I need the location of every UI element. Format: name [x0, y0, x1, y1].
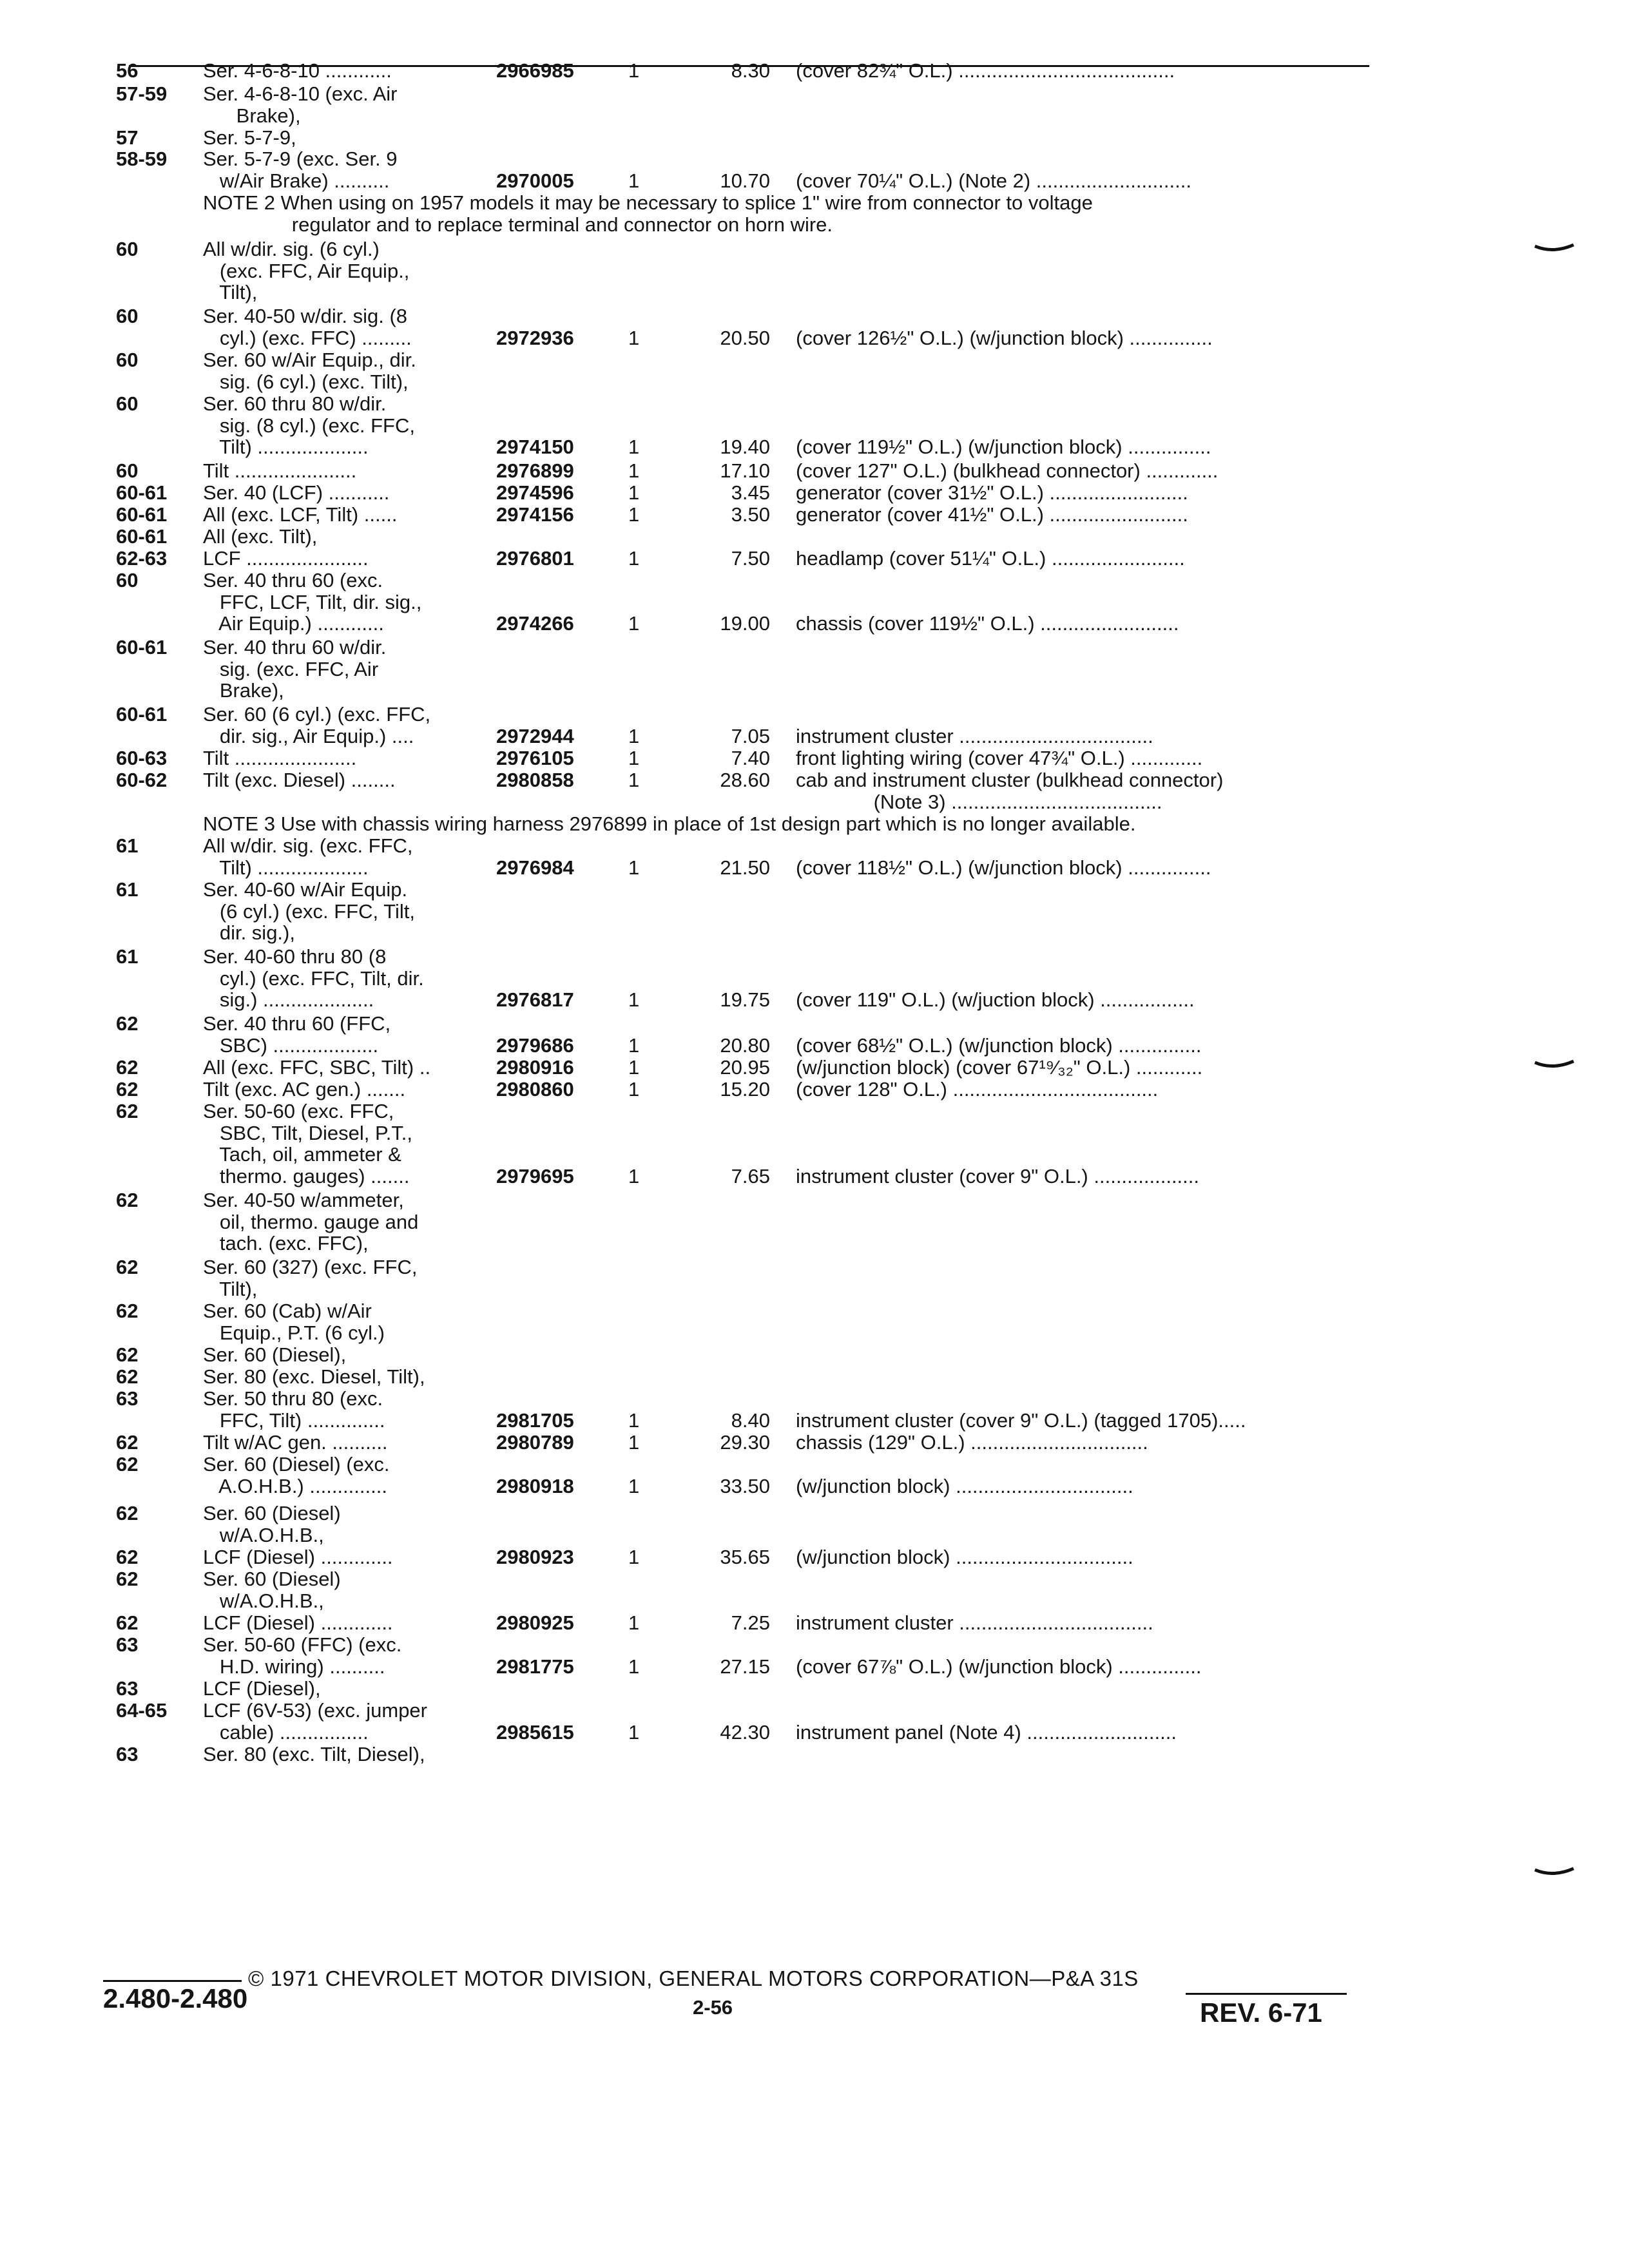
application-line: w/Air Brake) ..........: [203, 169, 390, 192]
part-number: 2981705: [496, 1408, 574, 1432]
year-cell: 60-61: [116, 636, 168, 658]
remarks-line: chassis (cover 119½" O.L.) .........................: [796, 612, 1179, 635]
price: 19.75: [720, 988, 770, 1011]
quantity: 1: [628, 1033, 640, 1057]
application-line: Ser. 60 (Diesel) (exc.: [203, 1453, 390, 1475]
part-entry: [116, 1256, 1379, 1300]
application-line: FFC, Tilt) ..............: [203, 1408, 385, 1432]
price: 7.50: [731, 547, 770, 570]
application-line: dir. sig.),: [203, 921, 295, 944]
part-number: 2979695: [496, 1164, 574, 1187]
part-number: 2980789: [496, 1431, 574, 1454]
application-line: (6 cyl.) (exc. FFC, Tilt,: [203, 899, 415, 923]
application-line: FFC, LCF, Tilt, dir. sig.,: [203, 590, 422, 613]
application-line: Ser. 40 thru 60 (FFC,: [203, 1012, 391, 1035]
part-number: 2980858: [496, 769, 574, 791]
quantity: 1: [628, 169, 640, 192]
part-number: 2974596: [496, 481, 574, 504]
part-entry: [116, 1189, 1379, 1256]
application-line: Ser. 5-7-9,: [203, 126, 296, 149]
price: 7.05: [731, 724, 770, 747]
note-block: [116, 191, 1379, 238]
application-line: Ser. 40-50 w/ammeter,: [203, 1189, 404, 1211]
application-line: Air Equip.) ............: [203, 612, 384, 635]
part-entry: [116, 747, 1379, 769]
part-entry: [116, 349, 1379, 392]
part-entry: [116, 1056, 1379, 1078]
part-entry: [116, 834, 1379, 878]
part-number: 2974150: [496, 436, 574, 458]
remarks-line: instrument cluster (cover 9" O.L.) (tagged 1705).....: [796, 1408, 1246, 1432]
part-number: 2980860: [496, 1078, 574, 1100]
year-cell: 62: [116, 1453, 139, 1475]
part-entry: [116, 1633, 1379, 1677]
application-line: Tilt w/AC gen. ..........: [203, 1431, 388, 1454]
year-cell: 62: [116, 1546, 139, 1568]
application-line: oil, thermo. gauge and: [203, 1210, 419, 1233]
year-cell: 56: [116, 59, 139, 82]
part-entry: [116, 1365, 1379, 1387]
part-entry: [116, 82, 1379, 126]
application-line: Ser. 60 (Cab) w/Air: [203, 1300, 372, 1322]
price: 19.40: [720, 436, 770, 458]
footer-revision: REV. 6-71: [1200, 1997, 1322, 2028]
price: 42.30: [720, 1720, 770, 1744]
part-entry: [116, 1568, 1379, 1611]
year-cell: 61: [116, 834, 139, 857]
part-number: 2976817: [496, 988, 574, 1011]
application-line: cyl.) (exc. FFC, Tilt, dir.: [203, 966, 424, 990]
application-line: All (exc. Tilt),: [203, 525, 318, 548]
price: 3.50: [731, 503, 770, 526]
margin-tick-mark: [1534, 242, 1575, 256]
year-cell: 62: [116, 1189, 139, 1211]
part-entry: [116, 305, 1379, 349]
year-cell: 62: [116, 1100, 139, 1122]
part-entry: [116, 1387, 1379, 1431]
price: 20.50: [720, 326, 770, 349]
application-line: All (exc. LCF, Tilt) ......: [203, 503, 398, 526]
price: 35.65: [720, 1546, 770, 1568]
footer-group-number: 2.480-2.480: [103, 1983, 248, 2013]
application-line: Ser. 40 thru 60 w/dir.: [203, 636, 387, 658]
footer-copyright: © 1971 CHEVROLET MOTOR DIVISION, GENERAL MOTORS CORPORATION—P&A 31S: [248, 1966, 1139, 1990]
part-number: 2980923: [496, 1546, 574, 1568]
part-entry: [116, 1100, 1379, 1189]
application-line: Tilt ......................: [203, 747, 357, 769]
note-line: NOTE 3 Use with chassis wiring harness 2976899 in place of 1st design part which is no longer available.: [203, 812, 1136, 835]
price: 3.45: [731, 481, 770, 504]
application-line: Tilt),: [203, 281, 258, 303]
part-number: 2976899: [496, 459, 574, 482]
quantity: 1: [628, 1546, 640, 1568]
application-line: Tilt (exc. Diesel) ........: [203, 769, 396, 791]
part-entry: [116, 636, 1379, 703]
remarks-line: instrument cluster ...................................: [796, 1611, 1153, 1634]
application-line: Ser. 60 (Diesel),: [203, 1343, 347, 1366]
remarks-line: (cover 67⅞" O.L.) (w/junction block) ...............: [796, 1655, 1202, 1678]
price: 29.30: [720, 1431, 770, 1454]
year-cell: 60-61: [116, 481, 168, 504]
application-line: Ser. 40 thru 60 (exc.: [203, 569, 383, 591]
part-entry: [116, 1743, 1379, 1765]
year-cell: 62: [116, 1502, 139, 1524]
application-line: Tilt),: [203, 1277, 258, 1300]
year-cell: 60-61: [116, 525, 168, 548]
year-cell: 61: [116, 945, 139, 968]
footer-rule-right: [1186, 1993, 1347, 1995]
application-line: Equip., P.T. (6 cyl.): [203, 1321, 385, 1344]
year-cell: 60: [116, 305, 139, 327]
application-line: Ser. 60 (Diesel): [203, 1568, 341, 1590]
application-line: Ser. 60 (Diesel): [203, 1502, 341, 1524]
quantity: 1: [628, 1078, 640, 1100]
part-number: 2974266: [496, 612, 574, 635]
part-entry: [116, 392, 1379, 459]
remarks-line: (Note 3) ......................................: [796, 790, 1162, 813]
margin-tick-mark: [1534, 1059, 1575, 1073]
year-cell: 62: [116, 1611, 139, 1634]
note-line: regulator and to replace terminal and connector on horn wire.: [203, 213, 833, 236]
margin-tick-mark: [1534, 1866, 1575, 1880]
year-cell: 62: [116, 1256, 139, 1278]
application-line: w/A.O.H.B.,: [203, 1589, 324, 1612]
year-cell: 63: [116, 1633, 139, 1656]
quantity: 1: [628, 747, 640, 769]
application-line: LCF (Diesel) .............: [203, 1546, 393, 1568]
application-line: Ser. 5-7-9 (exc. Ser. 9: [203, 148, 398, 170]
year-cell: 62: [116, 1300, 139, 1322]
quantity: 1: [628, 856, 640, 879]
application-line: A.O.H.B.) ..............: [203, 1474, 387, 1497]
year-cell: 63: [116, 1743, 139, 1765]
application-line: Brake),: [203, 104, 301, 127]
price: 21.50: [720, 856, 770, 879]
application-line: tach. (exc. FFC),: [203, 1232, 369, 1254]
application-line: Tach, oil, ammeter &: [203, 1143, 401, 1166]
application-line: sig. (exc. FFC, Air: [203, 657, 379, 680]
quantity: 1: [628, 1474, 640, 1497]
part-number: 2972944: [496, 724, 574, 747]
quantity: 1: [628, 724, 640, 747]
quantity: 1: [628, 481, 640, 504]
year-cell: 63: [116, 1387, 139, 1410]
part-number: 2980918: [496, 1474, 574, 1497]
year-cell: 60-61: [116, 703, 168, 726]
year-cell: 62: [116, 1078, 139, 1100]
part-entry: [116, 59, 1379, 82]
part-number: 2985615: [496, 1720, 574, 1744]
part-number: 2974156: [496, 503, 574, 526]
part-entry: [116, 945, 1379, 1012]
application-line: All w/dir. sig. (6 cyl.): [203, 238, 380, 260]
price: 15.20: [720, 1078, 770, 1100]
application-line: LCF (6V-53) (exc. jumper: [203, 1699, 427, 1722]
part-entry: [116, 1677, 1379, 1699]
quantity: 1: [628, 326, 640, 349]
part-entry: [116, 525, 1379, 547]
application-line: Ser. 50-60 (exc. FFC,: [203, 1100, 394, 1122]
quantity: 1: [628, 1611, 640, 1634]
year-cell: 62: [116, 1365, 139, 1388]
part-entry: [116, 1431, 1379, 1453]
application-line: Ser. 40-60 thru 80 (8: [203, 945, 387, 968]
quantity: 1: [628, 1408, 640, 1432]
part-entry: [116, 1502, 1379, 1546]
remarks-line: (cover 119" O.L.) (w/juction block) .................: [796, 988, 1195, 1011]
application-line: Ser. 50-60 (FFC) (exc.: [203, 1633, 402, 1656]
application-line: cyl.) (exc. FFC) .........: [203, 326, 412, 349]
price: 17.10: [720, 459, 770, 482]
price: 20.95: [720, 1056, 770, 1079]
application-line: LCF ......................: [203, 547, 369, 570]
quantity: 1: [628, 1431, 640, 1454]
year-cell: 62-63: [116, 547, 168, 570]
year-cell: 62: [116, 1343, 139, 1366]
quantity: 1: [628, 1056, 640, 1079]
year-cell: 60: [116, 459, 139, 482]
part-entry: [116, 1453, 1379, 1502]
note-line: NOTE 2 When using on 1957 models it may be necessary to splice 1" wire from connector to voltage: [203, 191, 1093, 214]
year-cell: 61: [116, 878, 139, 901]
year-cell: 62: [116, 1012, 139, 1035]
application-line: Ser. 60 (327) (exc. FFC,: [203, 1256, 418, 1278]
application-line: Ser. 40 (LCF) ...........: [203, 481, 390, 504]
year-cell: 60-61: [116, 503, 168, 526]
price: 20.80: [720, 1033, 770, 1057]
part-entry: [116, 1300, 1379, 1343]
part-entry: [116, 1343, 1379, 1365]
application-line: SBC) ...................: [203, 1033, 379, 1057]
application-line: Ser. 80 (exc. Diesel, Tilt),: [203, 1365, 425, 1388]
remarks-line: (cover 126½" O.L.) (w/junction block) ...............: [796, 326, 1213, 349]
year-cell: 60: [116, 349, 139, 371]
application-line: Ser. 4-6-8-10 ............: [203, 59, 392, 82]
price: 19.00: [720, 612, 770, 635]
application-line: SBC, Tilt, Diesel, P.T.,: [203, 1121, 413, 1144]
remarks-line: cab and instrument cluster (bulkhead connector): [796, 769, 1224, 791]
application-line: sig. (6 cyl.) (exc. Tilt),: [203, 370, 409, 393]
year-cell: 62: [116, 1568, 139, 1590]
application-line: Ser. 4-6-8-10 (exc. Air: [203, 82, 398, 105]
part-entry: [116, 703, 1379, 747]
application-line: dir. sig., Air Equip.) ....: [203, 724, 414, 747]
remarks-line: instrument panel (Note 4) ...........................: [796, 1720, 1177, 1744]
price: 7.65: [731, 1164, 770, 1187]
quantity: 1: [628, 1164, 640, 1187]
remarks-line: (w/junction block) (cover 67¹⁹⁄₃₂" O.L.) ............: [796, 1056, 1203, 1079]
application-line: w/A.O.H.B.,: [203, 1523, 324, 1546]
part-number: 2976984: [496, 856, 574, 879]
year-cell: 62: [116, 1431, 139, 1454]
quantity: 1: [628, 503, 640, 526]
price: 28.60: [720, 769, 770, 791]
application-line: Tilt) ....................: [203, 856, 369, 879]
remarks-line: (cover 127" O.L.) (bulkhead connector) .............: [796, 459, 1219, 482]
remarks-line: (w/junction block) ................................: [796, 1474, 1133, 1497]
price: 10.70: [720, 169, 770, 192]
price: 33.50: [720, 1474, 770, 1497]
part-entry: [116, 503, 1379, 525]
quantity: 1: [628, 769, 640, 791]
year-cell: 64-65: [116, 1699, 168, 1722]
year-cell: 60: [116, 238, 139, 260]
application-line: sig. (8 cyl.) (exc. FFC,: [203, 414, 415, 437]
part-number: 2966985: [496, 59, 574, 82]
remarks-line: chassis (129" O.L.) ................................: [796, 1431, 1148, 1454]
part-entry: [116, 1611, 1379, 1633]
quantity: 1: [628, 612, 640, 635]
application-line: cable) ................: [203, 1720, 369, 1744]
quantity: 1: [628, 988, 640, 1011]
price: 8.30: [731, 59, 770, 82]
remarks-line: (cover 118½" O.L.) (w/junction block) ...............: [796, 856, 1211, 879]
remarks-line: (cover 119½" O.L.) (w/junction block) ...............: [796, 436, 1211, 458]
part-entry: [116, 1078, 1379, 1100]
remarks-line: instrument cluster ...................................: [796, 724, 1153, 747]
part-entry: [116, 1699, 1379, 1743]
year-cell: 62: [116, 1056, 139, 1079]
application-line: Brake),: [203, 679, 284, 702]
part-entry: [116, 769, 1379, 812]
application-line: Tilt ......................: [203, 459, 357, 482]
part-number: 2979686: [496, 1033, 574, 1057]
quantity: 1: [628, 547, 640, 570]
part-number: 2976801: [496, 547, 574, 570]
application-line: Tilt) ....................: [203, 436, 369, 458]
part-number: 2970005: [496, 169, 574, 192]
quantity: 1: [628, 1655, 640, 1678]
remarks-line: front lighting wiring (cover 47¾" O.L.) .............: [796, 747, 1203, 769]
part-entry: [116, 148, 1379, 191]
remarks-line: headlamp (cover 51¼" O.L.) ........................: [796, 547, 1185, 570]
part-number: 2981775: [496, 1655, 574, 1678]
part-number: 2976105: [496, 747, 574, 769]
application-line: (exc. FFC, Air Equip.,: [203, 259, 410, 282]
price: 27.15: [720, 1655, 770, 1678]
year-cell: 60: [116, 392, 139, 415]
application-line: Ser. 60 (6 cyl.) (exc. FFC,: [203, 703, 431, 726]
part-entry: [116, 878, 1379, 945]
application-line: Tilt (exc. AC gen.) .......: [203, 1078, 406, 1100]
footer-page-number: 2-56: [693, 1996, 733, 2019]
year-cell: 60-63: [116, 747, 168, 769]
remarks-line: generator (cover 31½" O.L.) .........................: [796, 481, 1188, 504]
remarks-line: (w/junction block) ................................: [796, 1546, 1133, 1568]
part-number: 2972936: [496, 326, 574, 349]
application-line: sig.) ....................: [203, 988, 374, 1011]
part-entry: [116, 1546, 1379, 1568]
application-line: Ser. 40-60 w/Air Equip.: [203, 878, 408, 901]
application-line: LCF (Diesel) .............: [203, 1611, 393, 1634]
application-line: All w/dir. sig. (exc. FFC,: [203, 834, 413, 857]
application-line: LCF (Diesel),: [203, 1677, 321, 1700]
application-line: thermo. gauges) .......: [203, 1164, 410, 1187]
remarks-line: (cover 68½" O.L.) (w/junction block) ...............: [796, 1033, 1202, 1057]
price: 8.40: [731, 1408, 770, 1432]
note-block: [116, 812, 1379, 834]
year-cell: 57-59: [116, 82, 168, 105]
quantity: 1: [628, 1720, 640, 1744]
part-entry: [116, 547, 1379, 569]
footer-rule-left: [103, 1980, 242, 1982]
year-cell: 60-62: [116, 769, 168, 791]
year-cell: 57: [116, 126, 139, 149]
remarks-line: (cover 128" O.L.) .....................................: [796, 1078, 1159, 1100]
price: 7.25: [731, 1611, 770, 1634]
part-entry: [116, 238, 1379, 305]
parts-list: [116, 59, 1379, 1765]
application-line: Ser. 60 w/Air Equip., dir.: [203, 349, 416, 371]
part-entry: [116, 1012, 1379, 1056]
year-cell: 63: [116, 1677, 139, 1700]
part-number: 2980925: [496, 1611, 574, 1634]
part-entry: [116, 126, 1379, 148]
part-entry: [116, 481, 1379, 503]
remarks-line: instrument cluster (cover 9" O.L.) ...................: [796, 1164, 1200, 1187]
part-entry: [116, 459, 1379, 481]
quantity: 1: [628, 59, 640, 82]
application-line: All (exc. FFC, SBC, Tilt) ..: [203, 1056, 431, 1079]
application-line: Ser. 80 (exc. Tilt, Diesel),: [203, 1743, 425, 1765]
remarks-line: (cover 82¾" O.L.) .......................................: [796, 59, 1175, 82]
application-line: Ser. 60 thru 80 w/dir.: [203, 392, 387, 415]
year-cell: 58-59: [116, 148, 168, 170]
price: 7.40: [731, 747, 770, 769]
quantity: 1: [628, 459, 640, 482]
remarks-line: (cover 70¼" O.L.) (Note 2) ............................: [796, 169, 1191, 192]
application-line: Ser. 50 thru 80 (exc.: [203, 1387, 383, 1410]
application-line: Ser. 40-50 w/dir. sig. (8: [203, 305, 408, 327]
year-cell: 60: [116, 569, 139, 591]
part-number: 2980916: [496, 1056, 574, 1079]
application-line: H.D. wiring) ..........: [203, 1655, 385, 1678]
quantity: 1: [628, 436, 640, 458]
remarks-line: generator (cover 41½" O.L.) .........................: [796, 503, 1188, 526]
part-entry: [116, 569, 1379, 636]
